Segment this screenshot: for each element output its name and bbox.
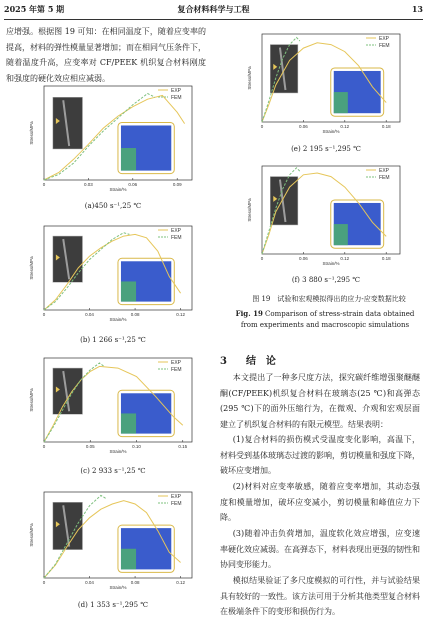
x-tick-label: 0.10 xyxy=(132,444,141,449)
legend-fem-label: FEM xyxy=(379,175,390,181)
fem-contour-zone xyxy=(121,549,136,570)
y-axis-label: Stress/MPa xyxy=(29,388,34,412)
y-axis-label: Stress/MPa xyxy=(29,121,34,145)
x-tick-label: 0.06 xyxy=(128,182,138,187)
x-axis-label: Strain/% xyxy=(322,129,340,134)
chart-svg xyxy=(28,488,198,590)
x-tick-label: 0.18 xyxy=(381,124,391,129)
x-tick-label: 0 xyxy=(42,444,46,449)
conclusion-point-3: (3)随着冲击负荷增加，温度软化效应增强，应变速率硬化效应减弱。在高弹态下，材料表现出更强的韧性和协同变形能力。 xyxy=(220,529,420,569)
fem-contour-zone xyxy=(121,413,136,433)
chart-b xyxy=(28,222,198,322)
figure-text-en: Comparison of stress-strain data obtained from experiments and macroscopic simulations xyxy=(240,310,415,329)
chart-svg xyxy=(28,82,198,192)
fem-contour-zone xyxy=(334,92,348,113)
x-tick-label: 0.03 xyxy=(84,182,93,187)
conclusion-point-2: (2)材料对应变率敏感，随着应变率增加，其动态强度和模量增加，破坏应变减小，剪切模量和峰值应力下降。 xyxy=(220,482,420,522)
conclusion-final: 模拟结果验证了多尺度模拟的可行性，并与试验结果具有较好的一致性。该方法可用于分析其他类型复合材料在极端条件下的变形和损伤行为。 xyxy=(220,576,420,616)
legend-fem-label: FEM xyxy=(171,367,182,373)
caption-b: (b) 1 266 s⁻¹,25 ℃ xyxy=(80,336,146,344)
legend-exp-label: EXP xyxy=(171,228,182,234)
issue-label: 2025 年第 5 期 xyxy=(4,4,65,14)
x-tick-label: 0.18 xyxy=(381,256,391,261)
x-axis-label: Strain/% xyxy=(109,187,127,192)
figure-caption-en xyxy=(228,308,422,331)
x-tick-label: 0.15 xyxy=(178,444,188,449)
x-axis-label: Strain/% xyxy=(322,261,340,266)
fem-contour-zone xyxy=(334,224,348,245)
chart-svg xyxy=(28,354,198,454)
chart-svg xyxy=(28,222,198,322)
x-tick-label: 0.04 xyxy=(85,580,94,585)
chart-d xyxy=(28,488,198,590)
chart-a xyxy=(28,82,198,192)
journal-name: 复合材料科学与工程 xyxy=(177,4,250,14)
section-heading: 结 论 xyxy=(245,356,276,367)
x-tick-label: 0 xyxy=(42,580,46,585)
legend-fem-label: FEM xyxy=(171,501,182,507)
caption-d: (d) 1 353 s⁻¹,295 ℃ xyxy=(77,601,149,609)
figure-label-en: Fig. 19 xyxy=(235,309,263,318)
x-tick-label: 0 xyxy=(260,124,264,129)
y-axis-label: Stress/MPa xyxy=(247,66,252,90)
x-tick-label: 0.12 xyxy=(340,256,350,261)
x-tick-label: 0.08 xyxy=(130,580,140,585)
legend-fem-label: FEM xyxy=(171,95,182,101)
caption-a: (a)450 s⁻¹,25 ℃ xyxy=(84,202,142,210)
x-tick-label: 0.12 xyxy=(176,312,185,317)
x-tick-label: 0.12 xyxy=(340,124,350,129)
fem-contour-zone xyxy=(121,148,136,171)
legend-fem-label: FEM xyxy=(379,43,390,49)
chart-c xyxy=(28,354,198,454)
fem-contour-zone xyxy=(121,281,136,301)
x-axis-label: Strain/% xyxy=(109,449,127,454)
header-rule xyxy=(4,19,423,20)
x-axis-label: Strain/% xyxy=(109,585,127,590)
figure-caption-cn: 图 19 试验和宏观模拟得出的应力-应变数据比较 xyxy=(252,295,406,303)
x-tick-label: 0.12 xyxy=(176,580,185,585)
x-tick-label: 0 xyxy=(260,256,264,261)
x-tick-label: 0 xyxy=(42,312,46,317)
legend-exp-label: EXP xyxy=(171,88,182,94)
x-tick-label: 0.04 xyxy=(85,312,94,317)
x-tick-label: 0.06 xyxy=(299,124,308,129)
caption-f: (f) 3 880 s⁻¹,295 ℃ xyxy=(291,276,361,284)
chart-svg xyxy=(246,30,406,134)
caption-c: (c) 2 933 s⁻¹,25 ℃ xyxy=(80,467,146,475)
x-tick-label: 0.08 xyxy=(130,312,140,317)
caption-e: (e) 2 195 s⁻¹,295 ℃ xyxy=(291,145,361,153)
y-axis-label: Stress/MPa xyxy=(29,256,34,280)
page-number: 13 xyxy=(411,4,423,14)
conclusion-point-1: (1)复合材料的损伤模式受温度变化影响，高温下，材料受到基体玻璃态过渡的影响，剪切模量和强度下降，破坏应变增加。 xyxy=(220,435,420,475)
y-axis-label: Stress/MPa xyxy=(247,198,252,222)
intro-paragraph: 应增强。根据图 19 可知：在相同温度下，随着应变率的提高，材料的弹性模量显著增加；而在相同气压条件下，随着温度升高，应变率对 CF/PEEK 机织复合材料刚度和强度的硬化效应相应减弱。 xyxy=(6,27,206,83)
chart-svg xyxy=(246,162,406,266)
conclusion-intro: 本文提出了一种多尺度方法，探究碳纤维增强聚醚醚酮(CF/PEEK)机织复合材料在玻璃态(25 ℃)和高弹态(295 ℃)下的面外压缩行为，在微观、介观和宏观层面建立了机织复合材料的有限元模型。结果表明： xyxy=(220,373,420,429)
legend-exp-label: EXP xyxy=(379,168,390,174)
chart-e xyxy=(246,30,406,134)
chart-f xyxy=(246,162,406,266)
x-axis-label: Strain/% xyxy=(109,317,127,322)
section-title xyxy=(220,352,276,367)
x-tick-label: 0.05 xyxy=(85,444,95,449)
legend-exp-label: EXP xyxy=(171,494,182,500)
x-tick-label: 0.09 xyxy=(172,182,182,187)
section-number: 3 xyxy=(220,356,227,367)
x-tick-label: 0 xyxy=(42,182,46,187)
x-tick-label: 0.06 xyxy=(299,256,308,261)
legend-exp-label: EXP xyxy=(171,360,182,366)
y-axis-label: Stress/MPa xyxy=(29,523,34,547)
legend-exp-label: EXP xyxy=(379,36,390,42)
legend-fem-label: FEM xyxy=(171,235,182,241)
page-header xyxy=(4,4,423,20)
